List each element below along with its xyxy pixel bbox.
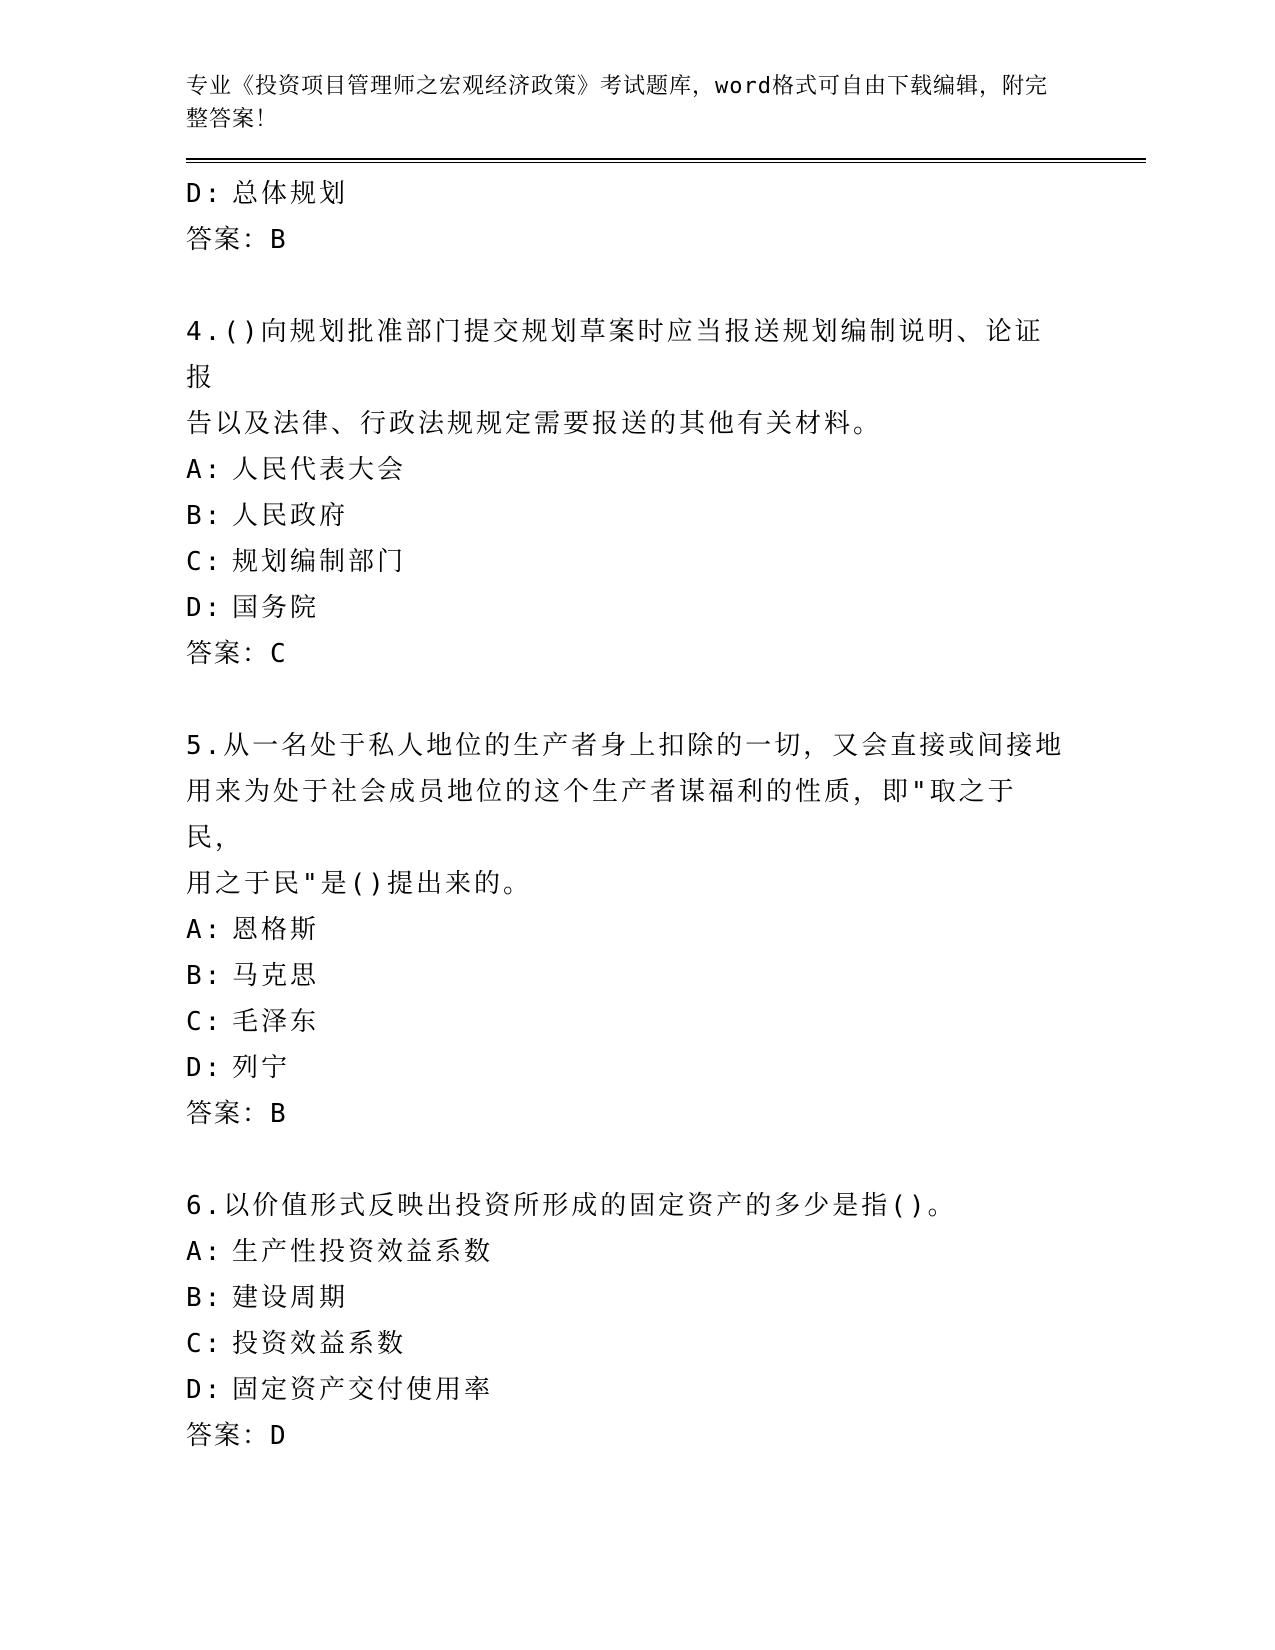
option-d	[186, 171, 1066, 217]
header-divider	[186, 158, 1146, 163]
stem-line: 4.()向规划批准部门提交规划草案时应当报送规划编制说明、论证报	[186, 317, 1044, 393]
option-text: 马克思	[232, 961, 320, 991]
option-text: 人民政府	[232, 501, 349, 531]
option-key: A:	[186, 455, 224, 485]
option-text: 列宁	[232, 1053, 291, 1083]
answer-label: 答案：	[186, 1099, 271, 1129]
stem-line: 告以及法律、行政法规规定需要报送的其他有关材料。	[186, 409, 883, 439]
stem-line: 用之于民"是()提出来的。	[186, 869, 532, 899]
page-header: 专业《投资项目管理师之宏观经济政策》考试题库，word格式可自由下载编辑，附完整答案！	[186, 74, 1048, 132]
option-key: B:	[186, 961, 224, 991]
option-text: 恩格斯	[232, 915, 320, 945]
option-a	[186, 447, 1066, 493]
stem-line: 用来为处于社会成员地位的这个生产者谋福利的性质，即"取之于民，	[186, 777, 1017, 853]
answer-value: B	[270, 225, 288, 255]
option-key: A:	[186, 1237, 224, 1267]
document-page	[186, 70, 1146, 1459]
option-b	[186, 953, 1066, 999]
option-text: 人民代表大会	[232, 455, 407, 485]
option-a	[186, 1229, 1066, 1275]
option-text: 固定资产交付使用率	[232, 1375, 494, 1405]
option-a	[186, 907, 1066, 953]
question-4	[186, 309, 1066, 677]
option-key: B:	[186, 501, 224, 531]
option-text: 总体规划	[232, 179, 349, 209]
option-d	[186, 1045, 1066, 1091]
answer-value: B	[270, 1099, 288, 1129]
answer-line	[186, 217, 1066, 263]
option-text: 毛泽东	[232, 1007, 320, 1037]
stem-line: 5.从一名处于私人地位的生产者身上扣除的一切，又会直接或间接地	[186, 731, 1065, 761]
option-key: B:	[186, 1283, 224, 1313]
option-b	[186, 1275, 1066, 1321]
answer-value: D	[270, 1421, 288, 1451]
option-key: D:	[186, 593, 224, 623]
option-c	[186, 999, 1066, 1045]
option-key: C:	[186, 1329, 224, 1359]
question-stem	[186, 1183, 1066, 1229]
option-text: 投资效益系数	[232, 1329, 407, 1359]
option-d	[186, 585, 1066, 631]
option-key: D:	[186, 1053, 224, 1083]
stem-line: 6.以价值形式反映出投资所形成的固定资产的多少是指()。	[186, 1191, 957, 1221]
answer-label: 答案：	[186, 225, 271, 255]
answer-label: 答案：	[186, 639, 271, 669]
option-key: A:	[186, 915, 224, 945]
option-key: C:	[186, 547, 224, 577]
option-text: 建设周期	[232, 1283, 349, 1313]
option-key: D:	[186, 1375, 224, 1405]
question-stem	[186, 723, 1066, 907]
option-key: D:	[186, 179, 224, 209]
option-c	[186, 539, 1066, 585]
document-body	[186, 171, 1066, 1459]
option-text: 国务院	[232, 593, 320, 623]
question-5	[186, 723, 1066, 1137]
question-stem	[186, 309, 1066, 447]
option-key: C:	[186, 1007, 224, 1037]
option-d	[186, 1367, 1066, 1413]
question-6	[186, 1183, 1066, 1459]
answer-line	[186, 631, 1066, 677]
option-c	[186, 1321, 1066, 1367]
answer-line	[186, 1413, 1066, 1459]
option-b	[186, 493, 1066, 539]
option-text: 规划编制部门	[232, 547, 407, 577]
answer-value: C	[270, 639, 288, 669]
answer-line	[186, 1091, 1066, 1137]
option-text: 生产性投资效益系数	[232, 1237, 494, 1267]
continued-question	[186, 171, 1066, 263]
answer-label: 答案：	[186, 1421, 271, 1451]
